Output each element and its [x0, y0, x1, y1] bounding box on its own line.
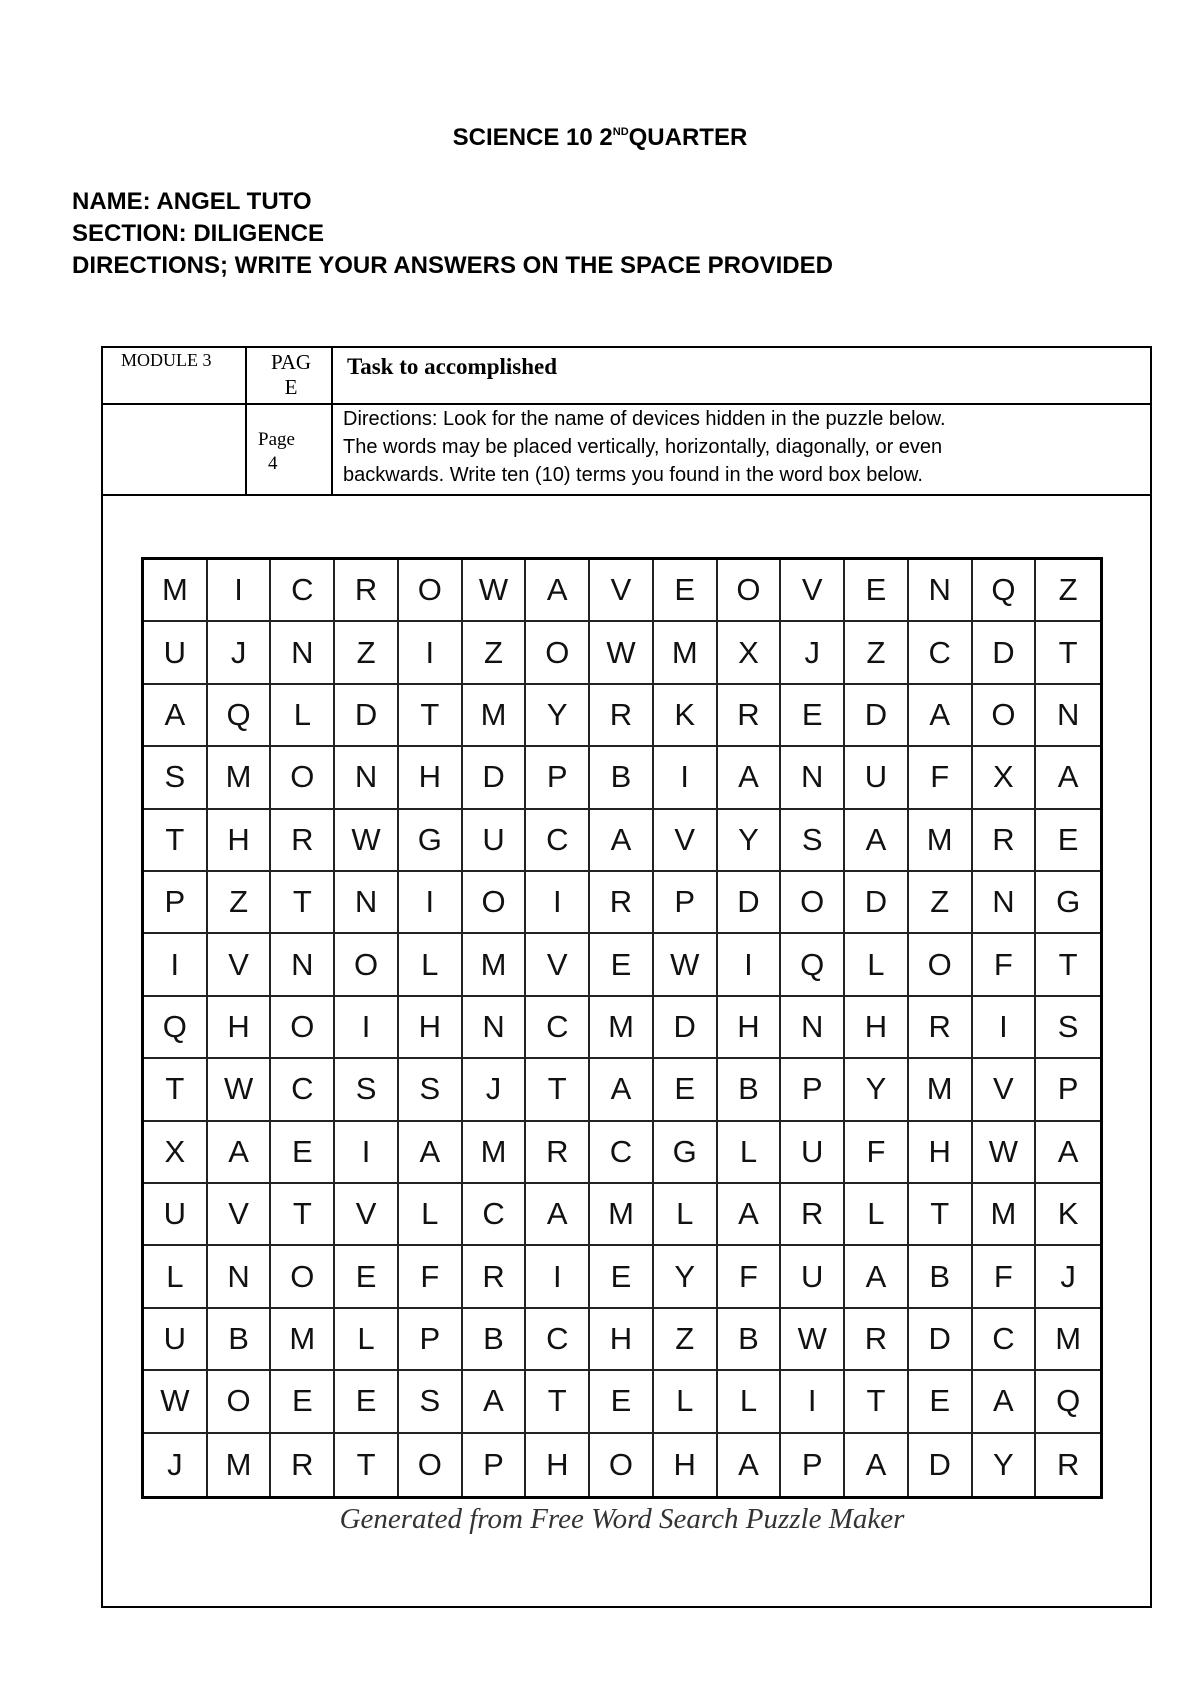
puzzle-letter-cell: N	[781, 747, 845, 809]
puzzle-letter-cell: N	[781, 997, 845, 1059]
puzzle-letter-cell: U	[781, 1122, 845, 1184]
puzzle-letter-cell: O	[973, 685, 1037, 747]
puzzle-letter-cell: I	[399, 622, 463, 684]
puzzle-letter-cell: B	[463, 1309, 527, 1371]
puzzle-letter-cell: O	[463, 872, 527, 934]
puzzle-letter-cell: Z	[909, 872, 973, 934]
puzzle-letter-cell: D	[845, 872, 909, 934]
puzzle-letter-cell: B	[590, 747, 654, 809]
puzzle-letter-cell: Z	[1036, 560, 1100, 622]
puzzle-letter-cell: P	[781, 1059, 845, 1121]
puzzle-letter-cell: S	[399, 1059, 463, 1121]
puzzle-letter-cell: A	[144, 685, 208, 747]
puzzle-letter-cell: A	[718, 1184, 782, 1246]
puzzle-letter-cell: V	[208, 934, 272, 996]
puzzle-letter-cell: P	[1036, 1059, 1100, 1121]
puzzle-letter-cell: A	[909, 685, 973, 747]
puzzle-letter-cell: Z	[654, 1309, 718, 1371]
puzzle-letter-cell: R	[271, 810, 335, 872]
table-row-divider	[103, 494, 1150, 496]
puzzle-letter-cell: X	[144, 1122, 208, 1184]
puzzle-letter-cell: A	[526, 1184, 590, 1246]
puzzle-letter-cell: S	[781, 810, 845, 872]
puzzle-letter-cell: R	[590, 685, 654, 747]
puzzle-letter-cell: L	[399, 934, 463, 996]
puzzle-letter-cell: M	[590, 1184, 654, 1246]
puzzle-letter-cell: C	[463, 1184, 527, 1246]
puzzle-letter-cell: L	[654, 1184, 718, 1246]
puzzle-letter-cell: P	[526, 747, 590, 809]
page-header-line1: PAG	[270, 350, 312, 374]
puzzle-letter-cell: M	[1036, 1309, 1100, 1371]
puzzle-letter-cell: E	[654, 560, 718, 622]
puzzle-letter-cell: I	[718, 934, 782, 996]
puzzle-letter-cell: I	[399, 872, 463, 934]
puzzle-letter-cell: U	[463, 810, 527, 872]
puzzle-letter-cell: A	[718, 1434, 782, 1496]
puzzle-letter-cell: L	[845, 934, 909, 996]
puzzle-letter-cell: E	[781, 685, 845, 747]
puzzle-letter-cell: L	[399, 1184, 463, 1246]
puzzle-letter-cell: A	[973, 1371, 1037, 1433]
puzzle-letter-cell: V	[526, 934, 590, 996]
puzzle-letter-cell: N	[208, 1246, 272, 1308]
puzzle-letter-cell: D	[718, 872, 782, 934]
puzzle-letter-cell: E	[590, 1371, 654, 1433]
puzzle-letter-cell: N	[335, 747, 399, 809]
puzzle-letter-cell: M	[909, 1059, 973, 1121]
puzzle-letter-cell: H	[718, 997, 782, 1059]
page-title	[0, 124, 1200, 152]
puzzle-letter-cell: A	[590, 810, 654, 872]
puzzle-letter-cell: A	[845, 810, 909, 872]
student-name: NAME: ANGEL TUTO	[72, 188, 312, 215]
puzzle-letter-cell: M	[463, 1122, 527, 1184]
puzzle-letter-cell: R	[845, 1309, 909, 1371]
puzzle-letter-cell: I	[654, 747, 718, 809]
puzzle-letter-cell: A	[845, 1434, 909, 1496]
puzzle-letter-cell: I	[526, 872, 590, 934]
puzzle-letter-cell: O	[526, 622, 590, 684]
page-number-label: Page	[258, 429, 295, 450]
puzzle-letter-cell: E	[271, 1122, 335, 1184]
title-superscript: ND	[612, 126, 629, 138]
puzzle-credit: Generated from Free Word Search Puzzle Maker	[339, 1503, 905, 1535]
puzzle-letter-cell: Z	[335, 622, 399, 684]
puzzle-letter-cell: W	[335, 810, 399, 872]
puzzle-letter-cell: P	[781, 1434, 845, 1496]
puzzle-letter-cell: A	[208, 1122, 272, 1184]
puzzle-letter-cell: I	[526, 1246, 590, 1308]
puzzle-letter-cell: H	[845, 997, 909, 1059]
puzzle-letter-cell: H	[526, 1434, 590, 1496]
puzzle-letter-cell: L	[654, 1371, 718, 1433]
puzzle-letter-cell: A	[1036, 1122, 1100, 1184]
puzzle-letter-cell: M	[208, 1434, 272, 1496]
puzzle-letter-cell: A	[399, 1122, 463, 1184]
puzzle-letter-cell: Q	[1036, 1371, 1100, 1433]
puzzle-letter-cell: T	[271, 1184, 335, 1246]
puzzle-letter-cell: T	[845, 1371, 909, 1433]
puzzle-letter-cell: C	[271, 1059, 335, 1121]
puzzle-letter-cell: L	[718, 1371, 782, 1433]
puzzle-letter-cell: O	[271, 1246, 335, 1308]
puzzle-letter-cell: C	[271, 560, 335, 622]
puzzle-letter-cell: S	[335, 1059, 399, 1121]
puzzle-letter-cell: E	[654, 1059, 718, 1121]
puzzle-letter-cell: W	[208, 1059, 272, 1121]
task-directions-line: Directions: Look for the name of devices hidden in the puzzle below.	[343, 408, 946, 430]
task-directions-line: backwards. Write ten (10) terms you found in the word box below.	[343, 464, 923, 486]
puzzle-letter-cell: Y	[845, 1059, 909, 1121]
puzzle-letter-cell: R	[1056, 1446, 1080, 1482]
puzzle-letter-cell: Z	[845, 622, 909, 684]
puzzle-letter-cell: V	[973, 1059, 1037, 1121]
puzzle-letter-cell: X	[973, 747, 1037, 809]
puzzle-letter-cell: T	[271, 872, 335, 934]
puzzle-letter-cell: H	[909, 1122, 973, 1184]
puzzle-letter-cell: O	[718, 560, 782, 622]
puzzle-letter-cell: C	[526, 1309, 590, 1371]
puzzle-letter-cell: S	[399, 1371, 463, 1433]
puzzle-letter-cell: Q	[973, 560, 1037, 622]
puzzle-letter-cell: D	[335, 685, 399, 747]
puzzle-letter-cell: C	[973, 1309, 1037, 1371]
puzzle-letter-cell: N	[271, 622, 335, 684]
puzzle-letter-cell: W	[973, 1122, 1037, 1184]
puzzle-letter-cell: P	[399, 1309, 463, 1371]
puzzle-letter-cell: A	[845, 1246, 909, 1308]
puzzle-letter-cell: A	[590, 1059, 654, 1121]
puzzle-letter-cell: E	[845, 560, 909, 622]
puzzle-letter-cell: M	[208, 747, 272, 809]
puzzle-letter-cell: N	[1036, 685, 1100, 747]
puzzle-letter-cell: K	[1036, 1184, 1100, 1246]
puzzle-letter-cell: J	[463, 1059, 527, 1121]
puzzle-letter-cell: X	[718, 622, 782, 684]
puzzle-letter-cell: I	[208, 560, 272, 622]
puzzle-letter-cell: W	[654, 934, 718, 996]
puzzle-letter-cell: P	[144, 872, 208, 934]
puzzle-letter-cell: M	[463, 934, 527, 996]
puzzle-letter-cell: D	[463, 747, 527, 809]
puzzle-letter-cell: H	[590, 1309, 654, 1371]
puzzle-letter-cell: U	[144, 622, 208, 684]
table-col-divider	[331, 348, 333, 496]
puzzle-letter-cell: J	[144, 1434, 208, 1496]
puzzle-letter-cell: P	[654, 872, 718, 934]
puzzle-letter-cell: Y	[973, 1434, 1037, 1496]
puzzle-letter-cell: U	[144, 1309, 208, 1371]
puzzle-letter-cell: J	[208, 622, 272, 684]
puzzle-letter-cell: E	[335, 1371, 399, 1433]
puzzle-letter-cell: F	[845, 1122, 909, 1184]
puzzle-letter-cell: R	[526, 1122, 590, 1184]
puzzle-letter-cell: T	[526, 1059, 590, 1121]
puzzle-letter-cell: I	[781, 1371, 845, 1433]
puzzle-letter-cell: O	[208, 1371, 272, 1433]
puzzle-letter-cell: M	[144, 560, 208, 622]
puzzle-letter-cell: O	[399, 560, 463, 622]
puzzle-letter-cell: V	[654, 810, 718, 872]
puzzle-letter-cell: H	[208, 810, 272, 872]
puzzle-letter-cell: B	[909, 1246, 973, 1308]
puzzle-letter-cell: G	[654, 1122, 718, 1184]
puzzle-letter-cell: L	[144, 1246, 208, 1308]
puzzle-letter-cell: O	[271, 997, 335, 1059]
puzzle-letter-cell: L	[718, 1122, 782, 1184]
puzzle-letter-cell: M	[973, 1184, 1037, 1246]
word-search-grid	[141, 557, 1103, 1499]
puzzle-letter-cell: D	[909, 1309, 973, 1371]
puzzle-letter-cell: O	[781, 872, 845, 934]
puzzle-letter-cell: Y	[526, 685, 590, 747]
puzzle-letter-cell: D	[654, 997, 718, 1059]
puzzle-letter-cell: R	[335, 560, 399, 622]
puzzle-letter-cell: G	[399, 810, 463, 872]
puzzle-letter-cell: H	[208, 997, 272, 1059]
puzzle-letter-cell: E	[271, 1371, 335, 1433]
task-directions	[343, 405, 946, 489]
puzzle-letter-cell: R	[590, 872, 654, 934]
puzzle-letter-cell: J	[781, 622, 845, 684]
puzzle-letter-cell: C	[909, 622, 973, 684]
puzzle-letter-cell: N	[463, 997, 527, 1059]
puzzle-letter-cell: B	[208, 1309, 272, 1371]
puzzle-letter-cell: I	[144, 934, 208, 996]
page-number-value: 4	[268, 453, 278, 474]
puzzle-letter-cell: C	[590, 1122, 654, 1184]
puzzle-letter-cell: C	[526, 997, 590, 1059]
puzzle-letter-cell: E	[1036, 810, 1100, 872]
puzzle-letter-cell: E	[909, 1371, 973, 1433]
puzzle-letter-cell: L	[271, 685, 335, 747]
puzzle-letter-cell: O	[590, 1434, 654, 1496]
puzzle-letter-cell: D	[973, 622, 1037, 684]
page-header-line2: E	[284, 375, 298, 399]
puzzle-letter-cell: W	[463, 560, 527, 622]
puzzle-letter-cell: I	[335, 1122, 399, 1184]
puzzle-letter-cell: O	[399, 1434, 463, 1496]
puzzle-letter-cell: S	[144, 747, 208, 809]
puzzle-letter-cell: O	[909, 934, 973, 996]
puzzle-letter-cell: N	[271, 934, 335, 996]
puzzle-letter-cell: F	[718, 1246, 782, 1308]
puzzle-letter-cell: A	[1036, 747, 1100, 809]
puzzle-letter-cell: V	[208, 1184, 272, 1246]
puzzle-letter-cell: T	[1036, 622, 1100, 684]
puzzle-letter-cell: N	[909, 560, 973, 622]
puzzle-letter-cell: H	[399, 747, 463, 809]
table-col-divider	[245, 348, 247, 496]
puzzle-letter-cell: Q	[208, 685, 272, 747]
puzzle-letter-cell: Q	[781, 934, 845, 996]
puzzle-letter-cell: T	[144, 1059, 208, 1121]
puzzle-letter-cell: D	[909, 1434, 973, 1496]
puzzle-letter-cell: J	[1036, 1246, 1100, 1308]
puzzle-letter-cell: L	[845, 1184, 909, 1246]
puzzle-letter-cell: F	[973, 934, 1037, 996]
puzzle-letter-cell: T	[526, 1371, 590, 1433]
title-end: QUARTER	[628, 124, 748, 151]
puzzle-letter-cell: R	[271, 1434, 335, 1496]
puzzle-letter-cell: W	[144, 1371, 208, 1433]
puzzle-letter-cell: F	[909, 747, 973, 809]
puzzle-letter-cell: T	[335, 1434, 399, 1496]
puzzle-letter-cell: S	[1036, 997, 1100, 1059]
task-header: Task to accomplished	[347, 354, 558, 379]
puzzle-letter-cell: A	[463, 1371, 527, 1433]
puzzle-letter-cell: R	[973, 810, 1037, 872]
puzzle-letter-cell: A	[718, 747, 782, 809]
puzzle-letter-cell: M	[463, 685, 527, 747]
student-section: SECTION: DILIGENCE	[72, 220, 325, 247]
puzzle-letter-cell: K	[654, 685, 718, 747]
puzzle-letter-cell: M	[271, 1309, 335, 1371]
puzzle-letter-cell: R	[909, 997, 973, 1059]
puzzle-letter-cell: Y	[718, 810, 782, 872]
puzzle-letter-cell: U	[144, 1184, 208, 1246]
puzzle-letter-cell: B	[718, 1059, 782, 1121]
puzzle-letter-cell: P	[463, 1434, 527, 1496]
puzzle-letter-cell: V	[590, 560, 654, 622]
title-main: SCIENCE 10 2	[452, 124, 613, 151]
puzzle-letter-cell: R	[718, 685, 782, 747]
puzzle-letter-cell: M	[654, 622, 718, 684]
puzzle-letter-cell: U	[781, 1246, 845, 1308]
puzzle-letter-cell: T	[399, 685, 463, 747]
puzzle-letter-cell: T	[1036, 934, 1100, 996]
puzzle-letter-cell: F	[399, 1246, 463, 1308]
puzzle-letter-cell: F	[973, 1246, 1037, 1308]
puzzle-letter-cell: L	[335, 1309, 399, 1371]
puzzle-letter-cell: Z	[208, 872, 272, 934]
page-header	[256, 350, 326, 400]
puzzle-letter-cell: N	[335, 872, 399, 934]
puzzle-letter-cell: U	[845, 747, 909, 809]
puzzle-letter-cell: R	[463, 1246, 527, 1308]
puzzle-letter-cell: W	[781, 1309, 845, 1371]
puzzle-letter-cell: O	[271, 747, 335, 809]
puzzle-letter-cell: Y	[654, 1246, 718, 1308]
puzzle-letter-cell: I	[973, 997, 1037, 1059]
puzzle-letter-cell: E	[590, 1246, 654, 1308]
puzzle-letter-cell: R	[781, 1184, 845, 1246]
puzzle-letter-cell: Z	[463, 622, 527, 684]
page-number	[258, 428, 295, 476]
puzzle-letter-cell: M	[909, 810, 973, 872]
puzzle-letter-cell: A	[526, 560, 590, 622]
puzzle-letter-cell: V	[335, 1184, 399, 1246]
puzzle-letter-cell: G	[1036, 872, 1100, 934]
puzzle-letter-cell: W	[590, 622, 654, 684]
puzzle-letter-cell: H	[654, 1434, 718, 1496]
puzzle-letter-cell: C	[526, 810, 590, 872]
puzzle-letter-cell: B	[718, 1309, 782, 1371]
puzzle-letter-cell: M	[590, 997, 654, 1059]
puzzle-letter-cell: H	[399, 997, 463, 1059]
puzzle-letter-cell: T	[144, 810, 208, 872]
puzzle-letter-cell: E	[335, 1246, 399, 1308]
puzzle-letter-cell: O	[335, 934, 399, 996]
puzzle-letter-cell: I	[335, 997, 399, 1059]
puzzle-letter-cell: Q	[144, 997, 208, 1059]
puzzle-letter-cell: V	[781, 560, 845, 622]
module-label: MODULE 3	[121, 350, 212, 370]
task-directions-line: The words may be placed vertically, horizontally, diagonally, or even	[343, 436, 943, 458]
puzzle-letter-cell: D	[845, 685, 909, 747]
directions-header: DIRECTIONS; WRITE YOUR ANSWERS ON THE SPACE PROVIDED	[72, 252, 833, 279]
puzzle-letter-cell: N	[973, 872, 1037, 934]
puzzle-letter-cell: T	[909, 1184, 973, 1246]
puzzle-letter-cell: E	[590, 934, 654, 996]
